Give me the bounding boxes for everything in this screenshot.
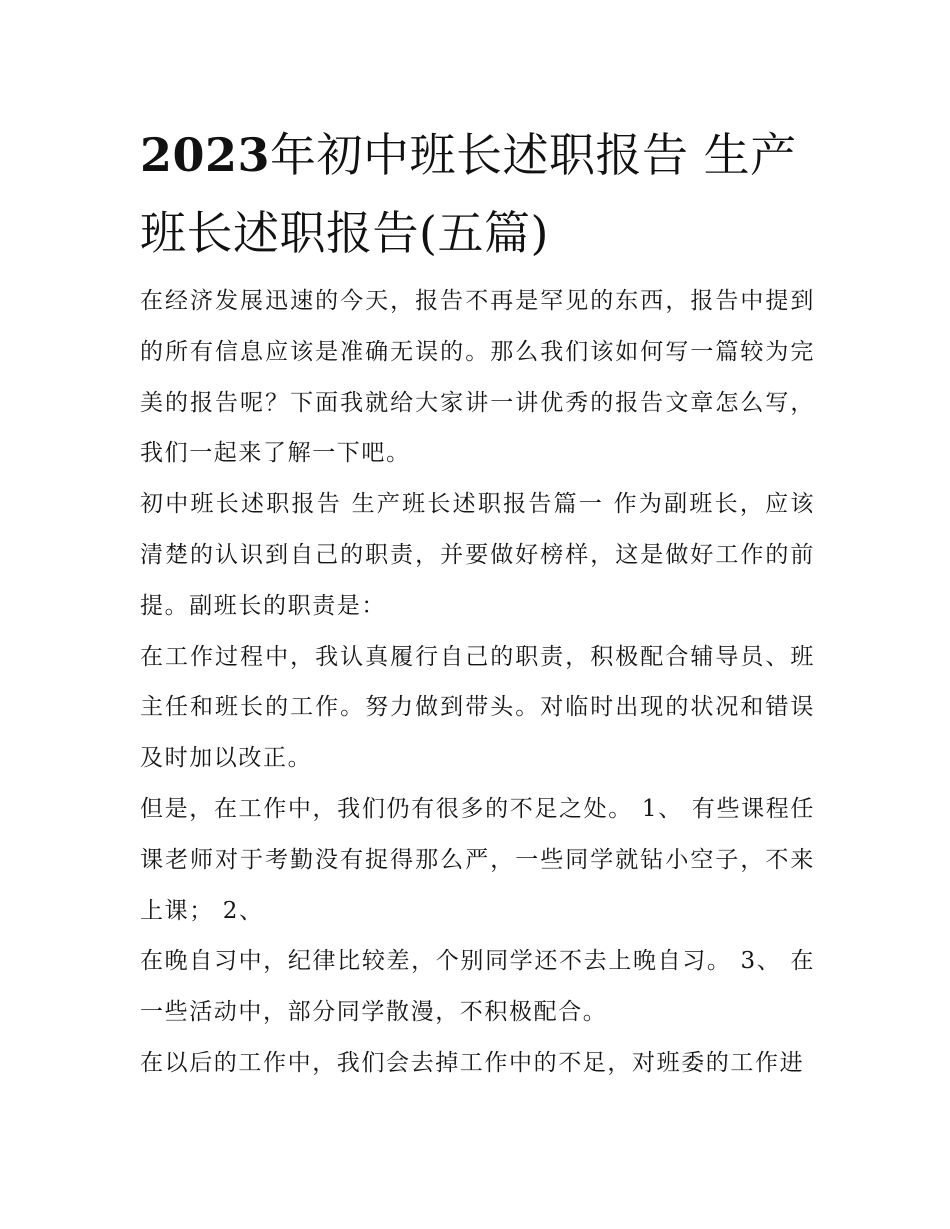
title-year: 2023 <box>140 128 271 182</box>
document-body <box>140 276 815 1089</box>
paragraph-duties: 初中班长述职报告 生产班长述职报告篇一 作为副班长，应该清楚的认识到自己的职责，并要做好榜样，这是做好工作的前提。副班长的职责是： <box>140 491 815 619</box>
document-title <box>140 116 820 272</box>
paragraph-intro: 在经济发展迅速的今天，报告不再是罕见的东西，报告中提到的所有信息应该是准确无误的。那么我们该如何写一篇较为完美的报告呢？下面我就给大家讲一讲优秀的报告文章怎么写，我们一起来了解一下吧。 <box>140 288 815 467</box>
paragraph-future-work: 在以后的工作中，我们会去掉工作中的不足，对班委的工作进 <box>140 1049 805 1076</box>
paragraph-evening-study: 在晚自习中，纪律比较差，个别同学还不去上晚自习。 3、 在一些活动中，部分同学散漫，不积极配合。 <box>140 948 815 1026</box>
paragraph-shortcomings: 但是，在工作中，我们仍有很多的不足之处。 1、 有些课程任课老师对于考勤没有捉得那么严，一些同学就钻小空子，不来上课； 2、 <box>140 795 815 924</box>
paragraph-work-process: 在工作过程中，我认真履行自己的职责，积极配合辅导员、班主任和班长的工作。努力做到带头。对临时出现的状况和错误及时加以改正。 <box>140 643 815 772</box>
title-text: 年初中班长述职报告 生产班长述职报告(五篇) <box>140 128 797 260</box>
